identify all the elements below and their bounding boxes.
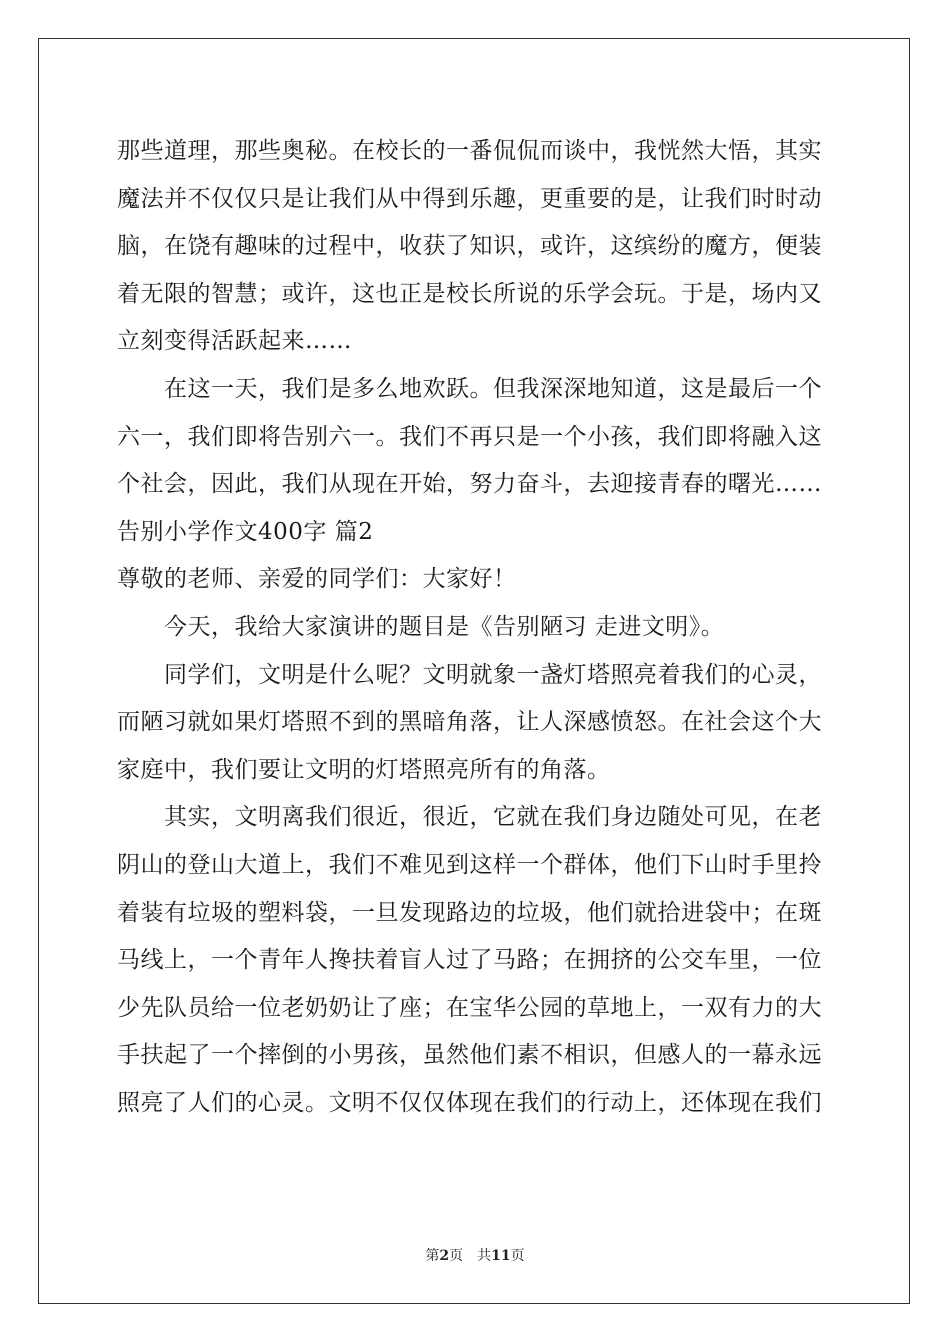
text-line: 阴山的登山大道上，我们不难见到这样一个群体，他们下山时手里拎	[117, 851, 822, 878]
text-line: 而陋习就如果灯塔照不到的黑暗角落，让人深感愤怒。在社会这个大	[117, 709, 822, 736]
text-line: 立刻变得活跃起来……	[117, 328, 352, 355]
paragraph-start-line: 其实，文明离我们很近，很近，它就在我们身边随处可见，在老	[164, 804, 822, 831]
text-line: 家庭中，我们要让文明的灯塔照亮所有的角落。	[117, 756, 611, 783]
page-number-suffix: 页	[449, 1248, 464, 1264]
text-line: 魔法并不仅仅只是让我们从中得到乐趣，更重要的是，让我们时时动	[117, 185, 822, 212]
text-line: 着无限的智慧；或许，这也正是校长所说的乐学会玩。于是，场内又	[117, 280, 822, 307]
text-line: 着装有垃圾的塑料袋，一旦发现路边的垃圾，他们就拾进袋中；在斑	[117, 899, 822, 926]
page-footer	[0, 1245, 950, 1265]
paragraph-start-line: 今天，我给大家演讲的题目是《告别陋习 走进文明》。	[164, 613, 725, 640]
total-page-count: 11	[491, 1248, 511, 1264]
total-pages-prefix: 共	[477, 1248, 492, 1264]
paragraph-start-line: 在这一天，我们是多么地欢跃。但我深深地知道，这是最后一个	[164, 375, 822, 402]
total-pages-suffix: 页	[510, 1248, 525, 1264]
current-page-number: 2	[439, 1248, 450, 1264]
text-line: 六一，我们即将告别六一。我们不再只是一个小孩，我们即将融入这	[117, 423, 822, 450]
salutation-line: 尊敬的老师、亲爱的同学们：大家好！	[117, 566, 517, 593]
page-number-prefix: 第	[425, 1248, 440, 1264]
text-line: 照亮了人们的心灵。文明不仅仅体现在我们的行动上，还体现在我们	[117, 1089, 822, 1116]
paragraph-start-line: 同学们，文明是什么呢？文明就象一盏灯塔照亮着我们的心灵，	[164, 661, 822, 688]
text-line: 少先队员给一位老奶奶让了座；在宝华公园的草地上，一双有力的大	[117, 994, 822, 1021]
text-line: 马线上，一个青年人搀扶着盲人过了马路；在拥挤的公交车里，一位	[117, 947, 822, 974]
text-line: 手扶起了一个摔倒的小男孩，虽然他们素不相识，但感人的一幕永远	[117, 1042, 822, 1069]
text-line: 个社会，因此，我们从现在开始，努力奋斗，去迎接青春的曙光……	[117, 471, 822, 498]
section-heading: 告别小学作文400字 篇2	[117, 518, 374, 545]
text-line: 那些道理，那些奥秘。在校长的一番侃侃而谈中，我恍然大悟，其实	[117, 138, 822, 164]
document-body	[117, 128, 837, 1127]
text-line: 脑，在饶有趣味的过程中，收获了知识，或许，这缤纷的魔方，便装	[117, 233, 822, 260]
